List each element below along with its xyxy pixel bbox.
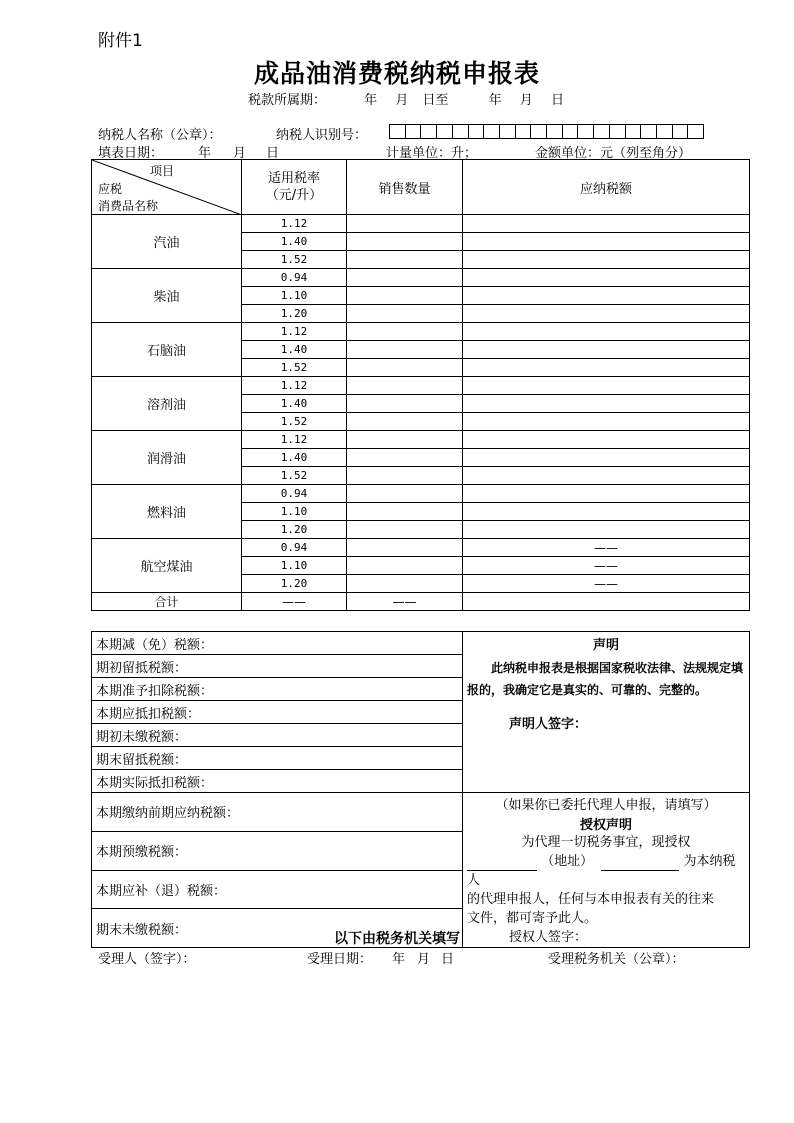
sales-quantity-cell[interactable] [347,251,463,269]
product-name: 航空煤油 [92,539,242,593]
summary-item[interactable]: 期初留抵税额： [92,655,463,678]
tax-payable-cell[interactable] [463,269,750,287]
receive-date-year[interactable]: 年 [392,952,406,967]
summary-item[interactable]: 本期实际抵扣税额： [92,770,463,793]
header-rate-unit: （元/升） [265,188,323,203]
measure-unit: 计量单位：升； [386,146,478,161]
fill-date-label: 填表日期： [98,146,164,161]
summary-row [92,793,750,832]
tax-payable-cell[interactable] [463,449,750,467]
receive-date-month[interactable]: 月 [417,952,431,967]
tax-payable-cell[interactable] [463,377,750,395]
fill-date-year[interactable]: 年 [198,146,212,161]
sales-quantity-cell[interactable] [347,269,463,287]
summary-item[interactable]: 本期应抵扣税额： [92,701,463,724]
tax-rate: 1.52 [242,413,347,431]
tax-payable-cell[interactable] [463,503,750,521]
total-label: 合计 [92,593,242,611]
taxpayer-name-label: 纳税人名称（公章）： [98,128,222,143]
form-title: 成品油消费税纳税申报表 [253,59,540,88]
sales-quantity-cell[interactable] [347,557,463,575]
authorization-signature[interactable]: 授权人签字： [509,930,588,945]
receiver-signature[interactable]: 受理人（签字）： [98,952,196,967]
summary-table [91,631,750,948]
period-end-year[interactable]: 年 [488,93,502,108]
declaration-signature[interactable]: 声明人签字： [509,717,588,732]
sales-quantity-cell[interactable] [347,413,463,431]
money-unit: 金额单位：元（列至角分） [535,146,692,161]
summary-item[interactable]: 期末未缴税额： [92,909,463,948]
tax-rate: 1.52 [242,467,347,485]
summary-item[interactable]: 本期减（免）税额： [92,632,463,655]
tax-payable-cell[interactable] [463,251,750,269]
tax-payable-cell[interactable]: —— [463,575,750,593]
total-tax-payable[interactable] [463,593,750,611]
period-start-month[interactable]: 月 [395,93,409,108]
tax-payable-cell[interactable] [463,341,750,359]
tax-payable-cell[interactable] [463,323,750,341]
authorization-line2 [467,852,745,890]
tax-payable-cell[interactable] [463,215,750,233]
agent-name-blank[interactable] [467,858,537,871]
tax-payable-cell[interactable] [463,485,750,503]
tax-rate: 1.10 [242,557,347,575]
rate-row [92,377,750,395]
sales-quantity-cell[interactable] [347,215,463,233]
tax-rate: 1.20 [242,521,347,539]
header-taxable: 应税 [98,182,123,196]
tax-rate: 1.52 [242,251,347,269]
product-name: 燃料油 [92,485,242,539]
tax-rate: 1.12 [242,215,347,233]
table-header-row [92,160,750,215]
tax-rate: 0.94 [242,269,347,287]
header-item: 项目 [150,164,175,178]
tax-payable-cell[interactable]: —— [463,539,750,557]
tax-rate: 1.40 [242,341,347,359]
tax-payable-cell[interactable] [463,395,750,413]
sales-quantity-cell[interactable] [347,521,463,539]
total-rate: —— [242,593,347,611]
tax-rate: 1.12 [242,377,347,395]
header-rate [242,160,347,215]
sales-quantity-cell[interactable] [347,467,463,485]
receive-date-label: 受理日期： [307,952,373,967]
period-end-month[interactable]: 月 [519,93,533,108]
authorization-title: 授权声明 [579,818,632,833]
tax-payable-cell[interactable] [463,431,750,449]
declaration-title: 声明 [592,638,619,653]
authorization-line4: 文件，都可寄予此人。 [467,911,598,926]
tax-rate: 0.94 [242,539,347,557]
rate-row [92,485,750,503]
rate-row [92,269,750,287]
authorization-line1: 为代理一切税务事宜，现授权 [521,835,691,850]
tax-rate: 1.10 [242,503,347,521]
period-start-year[interactable]: 年 [364,93,378,108]
tax-payable-cell[interactable] [463,467,750,485]
period-end-day[interactable]: 日 [550,93,564,108]
tax-payable-cell[interactable] [463,359,750,377]
summary-item[interactable]: 本期应补（退）税额： [92,870,463,909]
authorization-for-label: 为本纳税人 [467,854,736,888]
summary-item[interactable]: 期初未缴税额： [92,724,463,747]
taxpayer-id-boxes[interactable] [389,124,704,139]
tax-payable-cell[interactable] [463,233,750,251]
sales-quantity-cell[interactable] [347,341,463,359]
rate-row [92,431,750,449]
sales-quantity-cell[interactable] [347,539,463,557]
tax-payable-cell[interactable] [463,287,750,305]
summary-item[interactable]: 本期缴纳前期应纳税额： [92,793,463,832]
tax-rate: 1.52 [242,359,347,377]
authorization-box [463,793,750,948]
attachment-label: 附件1 [98,31,143,51]
tax-payable-cell[interactable] [463,413,750,431]
header-product-name: 消费品名称 [98,199,159,213]
tax-rate: 1.40 [242,233,347,251]
sales-quantity-cell[interactable] [347,359,463,377]
tax-rate-table [91,159,750,611]
sales-quantity-cell[interactable] [347,233,463,251]
sales-quantity-cell[interactable] [347,377,463,395]
rate-row [92,539,750,557]
tax-office-heading: 以下由税务机关填写 [334,931,460,947]
tax-payable-cell[interactable] [463,521,750,539]
sales-quantity-cell[interactable] [347,287,463,305]
total-quantity: —— [347,593,463,611]
tax-rate: 1.40 [242,395,347,413]
product-name: 石脑油 [92,323,242,377]
sales-quantity-cell[interactable] [347,503,463,521]
sales-quantity-cell[interactable] [347,449,463,467]
authorization-address-label: （地址） [541,854,594,869]
authorization-line3: 的代理申报人，任何与本申报表有关的往来 [467,892,715,907]
receiving-office-seal[interactable]: 受理税务机关（公章）： [548,952,685,967]
tax-rate: 1.10 [242,287,347,305]
tax-rate: 1.20 [242,305,347,323]
header-quantity: 销售数量 [347,160,463,215]
product-name: 溶剂油 [92,377,242,431]
sales-quantity-cell[interactable] [347,485,463,503]
rate-row [92,215,750,233]
product-name: 柴油 [92,269,242,323]
diagonal-header-cell [92,160,242,215]
summary-item[interactable]: 本期预缴税额： [92,831,463,870]
rate-row [92,323,750,341]
sales-quantity-cell[interactable] [347,575,463,593]
period-label: 税款所属期： [248,93,327,108]
product-name: 润滑油 [92,431,242,485]
agent-address-blank[interactable] [601,858,679,871]
tax-payable-cell[interactable] [463,305,750,323]
receive-date-day[interactable]: 日 [441,952,455,967]
tax-rate: 1.12 [242,431,347,449]
taxpayer-id-label: 纳税人识别号： [276,128,368,143]
declaration-body: 此纳税申报表是根据国家税收法律、法规规定填报的，我确定它是真实的、可靠的、完整的。 [467,661,744,697]
summary-row [92,632,750,655]
tax-rate: 0.94 [242,485,347,503]
header-rate-label: 适用税率 [267,171,320,186]
sales-quantity-cell[interactable] [347,431,463,449]
tax-rate: 1.12 [242,323,347,341]
period-start-day[interactable]: 日至 [422,93,449,108]
tax-period [248,89,564,108]
sales-quantity-cell[interactable] [347,323,463,341]
tax-payable-cell[interactable]: —— [463,557,750,575]
total-row [92,593,750,611]
header-tax-payable: 应纳税额 [463,160,750,215]
authorization-note: （如果你已委托代理人申报，请填写） [495,798,717,813]
summary-item[interactable]: 本期准予扣除税额： [92,678,463,701]
summary-item[interactable]: 期末留抵税额： [92,747,463,770]
declaration-box [463,632,750,793]
tax-rate: 1.40 [242,449,347,467]
sales-quantity-cell[interactable] [347,305,463,323]
tax-rate: 1.20 [242,575,347,593]
sales-quantity-cell[interactable] [347,395,463,413]
product-name: 汽油 [92,215,242,269]
fill-date-day[interactable]: 日 [266,146,280,161]
fill-date-month[interactable]: 月 [233,146,247,161]
